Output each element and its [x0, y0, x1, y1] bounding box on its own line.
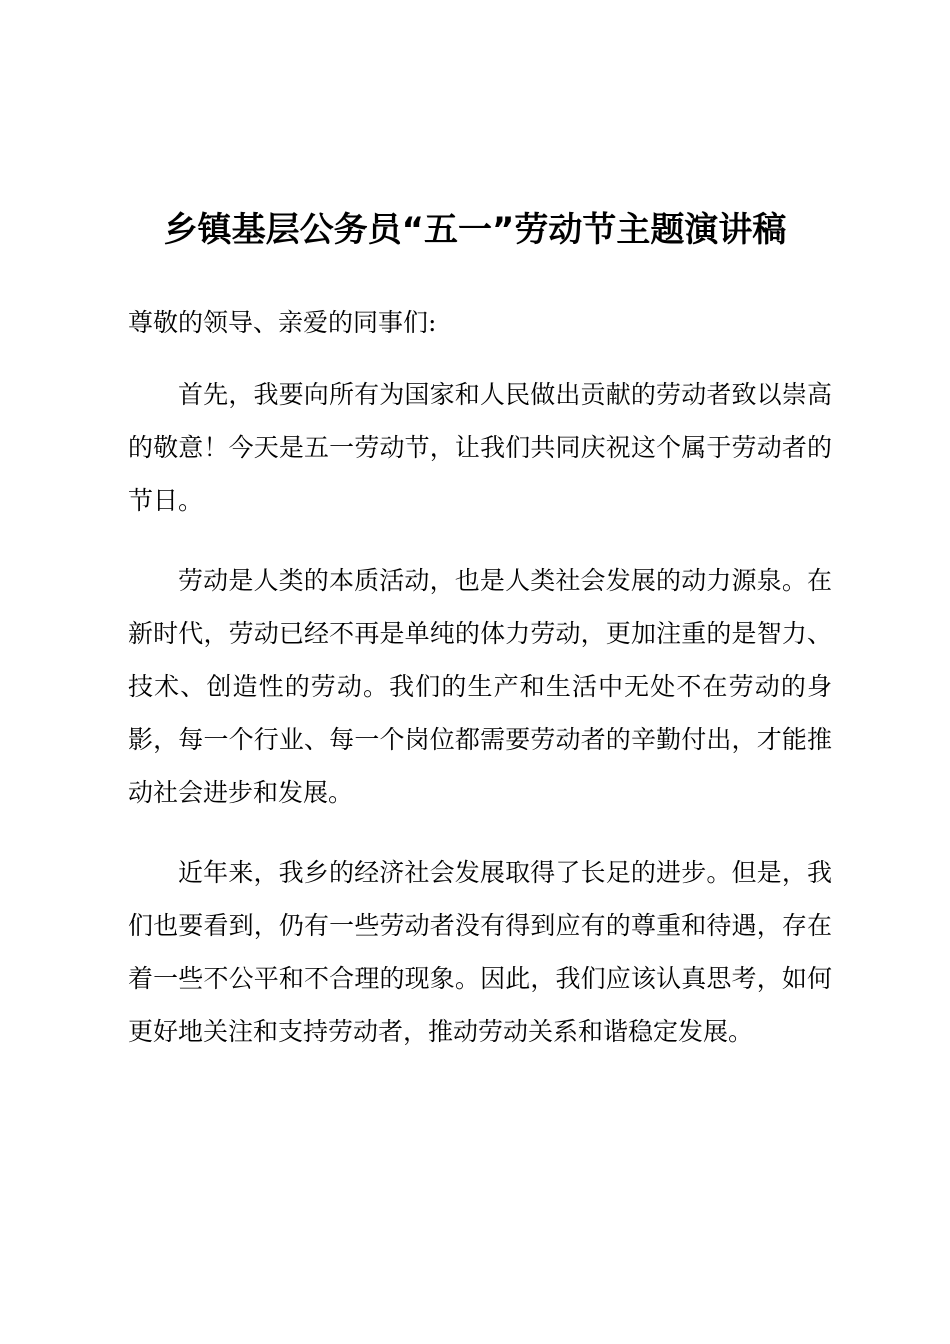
- salutation: 尊敬的领导、亲爱的同事们:: [128, 308, 437, 337]
- paragraph-3: 近年来，我乡的经济社会发展取得了长足的进步。但是，我们也要看到，仍有一些劳动者没有得到应有的尊重和待遇，存在着一些不公平和不合理的现象。因此，我们应该认真思考，如何更好地关注和支持劳动者，推动劳动关系和谐稳定发展。: [128, 858, 832, 1046]
- paragraph-2: 劳动是人类的本质活动，也是人类社会发展的动力源泉。在新时代，劳动已经不再是单纯的体力劳动，更加注重的是智力、技术、创造性的劳动。我们的生产和生活中无处不在劳动的身影，每一个行业、每一个岗位都需要劳动者的辛勤付出，才能推动社会进步和发展。: [128, 566, 832, 807]
- paragraph-1: 首先，我要向所有为国家和人民做出贡献的劳动者致以崇高的敬意！今天是五一劳动节，让我们共同庆祝这个属于劳动者的节日。: [128, 380, 832, 515]
- document-title: 乡镇基层公务员“五一”劳动节主题演讲稿: [163, 210, 787, 250]
